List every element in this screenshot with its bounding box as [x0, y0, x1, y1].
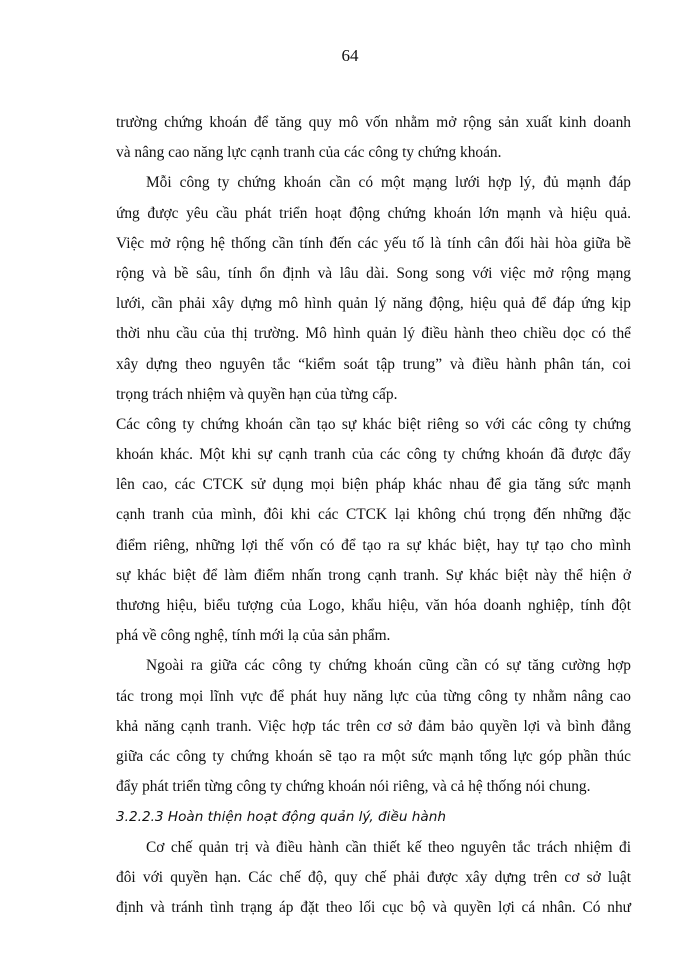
- text-line: lên cao, các CTCK sử dụng mọi biện pháp khác nhau để gia tăng sức mạnh: [116, 476, 631, 494]
- text-line: Việc mở rộng hệ thống cần tính đến các yếu tố là tính cân đối hài hòa giữa bề: [116, 234, 631, 252]
- text-line: xây dựng theo nguyên tắc “kiểm soát tập trung” và điều hành phân tán, coi: [116, 355, 631, 373]
- text-line: Các công ty chứng khoán cần tạo sự khác biệt riêng so với các công ty chứng: [116, 415, 631, 433]
- text-line: ứng được yêu cầu phát triển hoạt động chứng khoán lớn mạnh và hiệu quả.: [116, 204, 631, 222]
- text-line: thời nhu cầu của thị trường. Mô hình quản lý điều hành theo chiều dọc có thể: [116, 325, 631, 343]
- text-line: tác trong mọi lĩnh vực để phát huy năng lực của từng công ty nhằm nâng cao: [116, 687, 631, 705]
- text-line: giữa các công ty chứng khoán sẽ tạo ra một sức mạnh tổng lực góp phần thúc: [116, 747, 631, 765]
- section-heading: 3.2.2.3 Hoàn thiện hoạt động quản lý, điều hành: [116, 809, 446, 826]
- text-line: lưới, cần phải xây dựng mô hình quản lý năng động, hiệu quả để đáp ứng kịp: [116, 295, 631, 313]
- text-line: phá về công nghệ, tính mới lạ của sản phẩm.: [116, 627, 391, 645]
- text-line: định và tránh tình trạng áp đặt theo lối cục bộ và quyền lợi cá nhân. Có như: [116, 898, 631, 916]
- text-line: Mỗi công ty chứng khoán cần có một mạng lưới hợp lý, đủ mạnh đáp: [146, 174, 631, 192]
- text-line: sự khác biệt để làm điểm nhấn trong cạnh tranh. Sự khác biệt này thể hiện ở: [116, 566, 631, 584]
- text-line: và nâng cao năng lực cạnh tranh của các công ty chứng khoán.: [116, 144, 502, 162]
- text-line: trọng trách nhiệm và quyền hạn của từng cấp.: [116, 385, 398, 403]
- document-body: [116, 108, 631, 923]
- text-line: khoán khác. Một khi sự cạnh tranh của các công ty chứng khoán đã được đẩy: [116, 446, 631, 464]
- text-line: cạnh tranh của mình, đôi khi các CTCK lại không chú trọng đến những đặc: [116, 506, 631, 524]
- text-line: điểm riêng, những lợi thế vốn có để tạo ra sự khác biệt, hay tự tạo cho mình: [116, 536, 631, 554]
- text-line: Cơ chế quản trị và điều hành cần thiết kế theo nguyên tắc trách nhiệm đi: [146, 838, 631, 856]
- page-number: 64: [341, 46, 359, 65]
- text-line: khả năng cạnh tranh. Việc hợp tác trên cơ sở đảm bảo quyền lợi và bình đẳng: [116, 717, 631, 735]
- text-line: rộng và bề sâu, tính ổn định và lâu dài. Song song với việc mở rộng mạng: [116, 264, 631, 282]
- text-line: đẩy phát triển từng công ty chứng khoán nói riêng, và cả hệ thống nói chung.: [116, 778, 591, 796]
- text-line: đôi với quyền hạn. Các chế độ, quy chế phải được xây dựng trên cơ sở luật: [116, 868, 631, 886]
- text-line: Ngoài ra giữa các công ty chứng khoán cũng cần có sự tăng cường hợp: [146, 657, 631, 675]
- text-line: trường chứng khoán để tăng quy mô vốn nhằm mở rộng sản xuất kinh doanh: [116, 114, 631, 131]
- text-line: thương hiệu, biểu tượng của Logo, khẩu hiệu, văn hóa doanh nghiệp, tính đột: [116, 597, 631, 614]
